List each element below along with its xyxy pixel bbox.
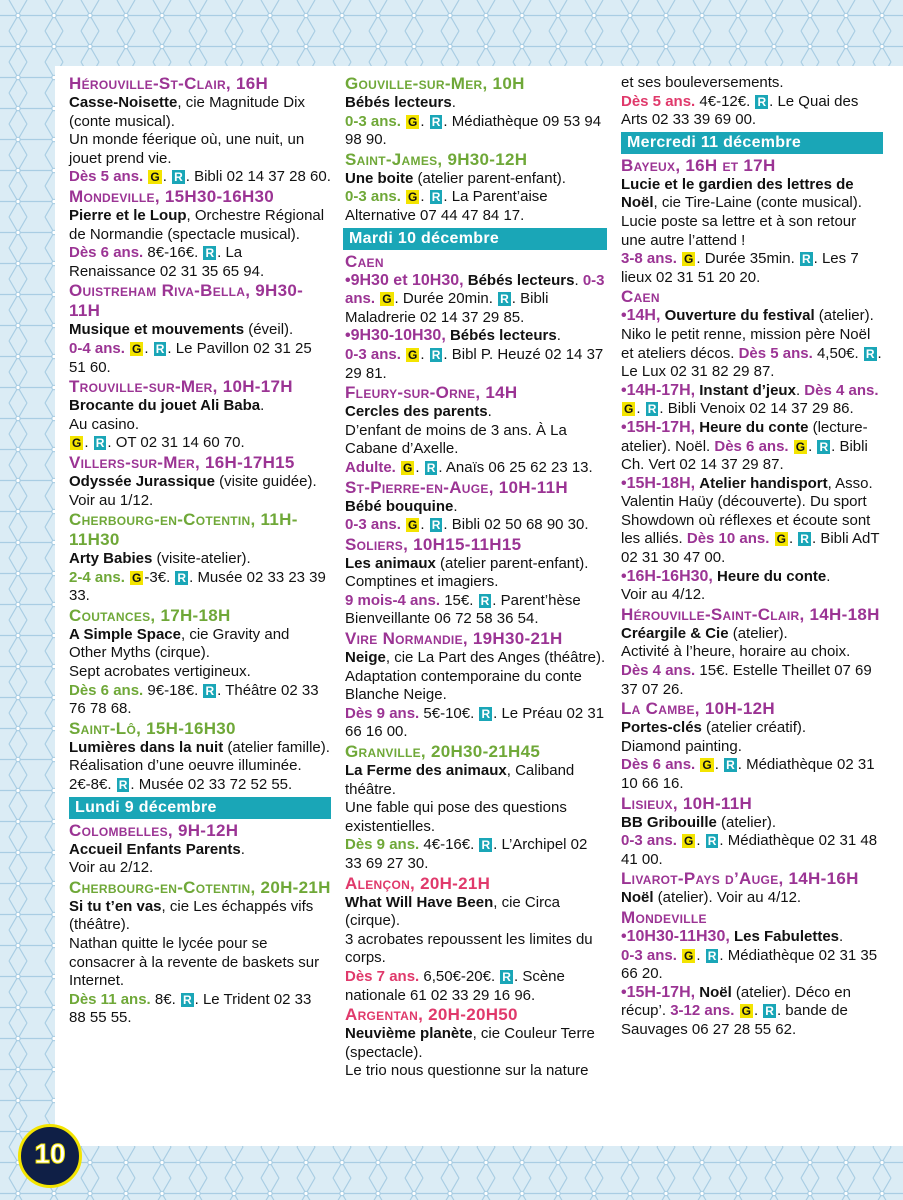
event-price: 4€-16€. bbox=[423, 836, 475, 854]
event-coutances: Coutances, 17H-18H A Simple Space, cie Gravity and Other Myths (cirque). Sept acrobates vertigineux. Dès 6 ans. 9€-18€. R . Théâtre 02 33 76 78 68. bbox=[69, 606, 331, 719]
g-badge: G bbox=[132, 341, 142, 356]
event-age: 2-4 ans. bbox=[69, 568, 125, 586]
event-desc: (atelier famille). bbox=[223, 738, 330, 756]
event-alencon: Alençon, 20H-21H What Will Have Been, cie Circa (cirque). 3 acrobates repoussent les limites du corps. Dès 7 ans. 6,50€-20€. R . Scène nationale 61 02 33 29 16 96. bbox=[345, 874, 607, 1006]
event-desc: . bbox=[260, 397, 265, 415]
event-city: Mondeville bbox=[621, 907, 707, 927]
event-title: Portes-clés bbox=[621, 719, 702, 737]
event-fleury: Fleury-sur-Orne, 14H Cercles des parents. D’enfant de moins de 3 ans. À La Cabane d’Axelle. Adulte. G . R . Anaïs 06 25 62 23 13. bbox=[345, 383, 607, 477]
event-age: Dès 5 ans. bbox=[738, 344, 813, 362]
event-city: Hérouville-Saint-Clair, 14H-18H bbox=[621, 604, 880, 624]
event-text: et ses bouleversements. bbox=[621, 74, 784, 91]
event-age: 0-3 ans. bbox=[345, 271, 605, 308]
event-desc: , Asso. Valentin Haüy (découverte). bbox=[621, 474, 873, 511]
event-age: 9 mois-4 ans. bbox=[345, 591, 441, 609]
event-title: Pierre et le Loup bbox=[69, 206, 187, 224]
session-time: •15H-17H, bbox=[621, 418, 696, 436]
event-title: Heure du conte bbox=[699, 418, 809, 436]
g-badge: G bbox=[382, 292, 392, 307]
event-title: Les Fabulettes bbox=[733, 927, 839, 945]
event-desc: (atelier). bbox=[716, 813, 777, 831]
event-city: Hérouville-St-Clair, 16H bbox=[69, 74, 269, 93]
event-desc: , cie Couleur Terre (spectacle). bbox=[345, 1025, 595, 1061]
event-text: Un monde féerique où, une nuit, un jouet prend vie. bbox=[69, 131, 305, 167]
g-badge: G bbox=[684, 948, 694, 963]
event-city: Ouistreham Riva-Bella, 9H30-11H bbox=[69, 281, 304, 321]
event-age: 3-12 ans. bbox=[670, 1002, 735, 1020]
event-city: La Cambe, 10H-12H bbox=[621, 699, 775, 719]
event-caen: Caen •9H30 et 10H30, Bébés lecteurs. 0-3 ans. G . Durée 20min. R . Bibli Maladrerie 02 14 37 29 85. •9H30-10H30, Bébés lecteurs. 0-3 ans. G . R . Bibl P. Heuzé 02 14 37 29 81. bbox=[345, 252, 607, 384]
event-title: Heure du conte bbox=[717, 567, 827, 585]
event-desc: (atelier créatif). bbox=[701, 719, 807, 737]
event-info: Médiathèque 09 53 94 98 90. bbox=[345, 112, 602, 149]
r-badge: R bbox=[726, 758, 735, 773]
event-text: Lucie poste sa lettre et à son retour une autre l’attend ! bbox=[621, 212, 857, 249]
event-info: Bibli Ch. Vert 02 14 37 29 87. bbox=[621, 437, 868, 474]
session-time: •9H30-10H30, bbox=[345, 327, 446, 345]
event-text: Du sport Showdown où réflexes et écoute sont les alliés. bbox=[621, 493, 871, 548]
g-badge: G bbox=[150, 170, 160, 185]
event-caen-mercredi: Caen •14H, Ouverture du festival (atelier). Niko le petit renne, mission père Noël et ateliers décos. Dès 5 ans. 4,50€. R . Le Lux 02 31 82 29 87. •14H-17H, Instant d’jeux. Dès 4 ans. G . R . Bibli Venoix 02 14 37 29 86. •15H-17H, Heure du conte (lecture-atelier). Noël. Dès 6 ans. G . R . Bibli Ch. Vert 02 14 37 29 87. •15H-18H, Atelier handisport, Asso. Valentin Haüy (découverte). Du sport Showdown où réflexes et écoute sont les alliés. Dès 10 ans. G . R . Bibli AdT 02 31 30 47 00. •16H-16H30, Heure du conte. Voir au 4/12. bbox=[621, 287, 882, 604]
event-desc: , cie La Part des Anges (théâtre). bbox=[385, 649, 606, 667]
event-text: Durée 35min. bbox=[704, 250, 795, 268]
session-time: •15H-18H, bbox=[621, 474, 696, 492]
event-title: La Ferme des animaux bbox=[345, 762, 507, 780]
event-info: Estelle Theillet 07 69 37 07 26. bbox=[621, 662, 872, 698]
event-desc: (atelier). Voir au 4/12. bbox=[653, 889, 802, 907]
r-badge: R bbox=[757, 94, 767, 109]
event-cherbourg-2: Cherbourg-en-Cotentin, 20H-21H Si tu t’en vas, cie Les échappés vifs (théâtre). Nathan quitte le lycée pour se consacrer à la revente de baskets sur Internet. Dès 11 ans. 8€. R . Le Trident 02 33 88 55 55. bbox=[69, 877, 331, 1027]
event-desc: . bbox=[453, 497, 458, 515]
event-title: Odyssée Jurassique bbox=[69, 472, 215, 490]
event-city: Caen bbox=[345, 251, 384, 271]
event-price: 8€. bbox=[154, 990, 176, 1008]
r-badge: R bbox=[431, 114, 441, 129]
event-desc: . bbox=[839, 927, 844, 945]
r-badge: R bbox=[155, 341, 165, 356]
event-info: Le Lux 02 31 82 29 87. bbox=[621, 363, 775, 381]
day-header-mardi: Mardi 10 décembre bbox=[343, 228, 607, 250]
session-time: •14H, bbox=[621, 307, 661, 325]
event-city: Saint-James, 9H30-12H bbox=[345, 149, 528, 169]
r-badge: R bbox=[95, 436, 105, 451]
event-text: Activité à l’heure, horaire au choix. bbox=[621, 643, 851, 661]
event-title: Créargile & Cie bbox=[621, 624, 729, 642]
event-desc: (lecture-atelier). Noël. bbox=[621, 418, 868, 455]
event-text: Réalisation d’une oeuvre illuminée. bbox=[69, 757, 302, 775]
event-title: BB Gribouille bbox=[621, 813, 717, 831]
session-time: •16H-16H30, bbox=[621, 567, 713, 585]
event-desc: . bbox=[240, 840, 245, 858]
event-text: Comptines et imagiers. bbox=[345, 573, 499, 591]
event-ouistreham: Ouistreham Riva-Bella, 9H30-11H Musique et mouvements (éveil). 0-4 ans. G . R . Le Pavillon 02 31 25 51 60. bbox=[69, 281, 331, 377]
event-city: Colombelles, 9H-12H bbox=[69, 820, 239, 840]
event-text: Durée 20min. bbox=[402, 290, 493, 308]
event-info: Médiathèque 02 31 35 66 20. bbox=[621, 946, 878, 983]
g-badge: G bbox=[408, 190, 418, 205]
event-desc: . bbox=[487, 403, 492, 421]
event-mondeville: Mondeville, 15H30-16H30 Pierre et le Loup, Orchestre Régional de Normandie (spectacle musical). Dès 6 ans. 8€-16€. R . La Renaissance 02 31 35 65 94. bbox=[69, 187, 331, 281]
event-age: Adulte. bbox=[345, 458, 396, 476]
event-desc: (éveil). bbox=[244, 321, 294, 339]
event-title: Atelier handisport bbox=[699, 474, 828, 492]
event-info: Bibli Venoix 02 14 37 29 86. bbox=[667, 400, 854, 418]
r-badge: R bbox=[174, 170, 183, 185]
event-desc: , cie Tire-Laine (conte musical). bbox=[653, 194, 862, 212]
event-title: Lucie et le gardien des lettres de Noël bbox=[621, 175, 854, 212]
event-price: 5€-10€. bbox=[423, 704, 475, 722]
session-time: •15H-17H, bbox=[621, 983, 696, 1001]
event-info: Anaïs 06 25 62 23 13. bbox=[445, 458, 593, 476]
event-age: Dès 4 ans. bbox=[621, 662, 696, 680]
g-badge: G bbox=[741, 1004, 751, 1019]
event-city: Villers-sur-Mer, 16H-17H15 bbox=[69, 452, 295, 472]
event-city: Trouville-sur-Mer, 10H-17H bbox=[69, 377, 293, 397]
event-info: La Renaissance 02 31 35 65 94. bbox=[69, 244, 265, 280]
event-price: 4€-12€. bbox=[699, 92, 751, 110]
r-badge: R bbox=[500, 292, 509, 307]
event-soliers: Soliers, 10H15-11H15 Les animaux (atelier parent-enfant). Comptines et imagiers. 9 mois-4 ans. 15€. R . Parent’hèse Bienveillante 06 72 58 36 54. bbox=[345, 535, 607, 629]
event-price: 15€. bbox=[444, 591, 474, 609]
event-city: Alençon, 20H-21H bbox=[345, 873, 491, 893]
event-title: Si tu t’en vas bbox=[69, 897, 162, 915]
event-title: Ouverture du festival bbox=[664, 307, 815, 325]
event-age: Dès 6 ans. bbox=[69, 681, 144, 699]
event-city: Caen bbox=[621, 287, 660, 307]
g-badge: G bbox=[72, 436, 82, 451]
event-desc: . bbox=[826, 567, 831, 585]
r-badge: R bbox=[182, 992, 192, 1007]
event-city: Granville, 20H30-21H45 bbox=[345, 742, 541, 762]
event-info: Bibli 02 50 68 90 30. bbox=[451, 516, 589, 534]
event-age: 0-3 ans. bbox=[345, 345, 401, 363]
event-info: Théâtre 02 33 76 78 68. bbox=[69, 681, 319, 718]
event-city: St-Pierre-en-Auge, 10H-11H bbox=[345, 477, 568, 497]
event-title: Lumières dans la nuit bbox=[69, 738, 224, 756]
event-desc: (visite guidée). Voir au 1/12. bbox=[69, 472, 317, 509]
session-time: •9H30 et 10H30, bbox=[345, 271, 464, 289]
day-header-lundi: Lundi 9 décembre bbox=[69, 797, 331, 819]
event-info: L’Archipel 02 33 69 27 30. bbox=[345, 836, 588, 872]
event-colombelles bbox=[69, 821, 331, 878]
event-desc: (atelier parent-enfant). bbox=[413, 169, 566, 187]
r-badge: R bbox=[800, 532, 809, 547]
event-age: Dès 9 ans. bbox=[345, 836, 420, 854]
event-age: 0-3 ans. bbox=[621, 946, 677, 964]
event-info: Bibli AdT 02 31 30 47 00. bbox=[621, 530, 880, 567]
event-city: Saint-Lô, 15H-16H30 bbox=[69, 718, 236, 738]
event-desc: , cie Gravity and Other Myths (cirque). bbox=[69, 625, 290, 662]
event-title: Musique et mouvements bbox=[69, 321, 245, 339]
event-info: Parent’hèse Bienveillante 06 72 58 36 54. bbox=[345, 591, 581, 628]
event-argentan bbox=[345, 1005, 607, 1081]
event-city: Livarot-Pays d’Auge, 14H-16H bbox=[621, 869, 859, 889]
event-age: 0-3 ans. bbox=[345, 112, 401, 130]
event-saint-lo: Saint-Lô, 15H-16H30 Lumières dans la nuit (atelier famille). Réalisation d’une oeuvre illuminée. 2€-8€. R . Musée 02 33 72 52 55. bbox=[69, 718, 330, 794]
event-desc: , Caliband théâtre. bbox=[345, 762, 575, 798]
event-title: Accueil Enfants Parents bbox=[69, 840, 241, 858]
r-badge: R bbox=[431, 518, 441, 533]
r-badge: R bbox=[426, 460, 436, 475]
event-argentan-continued: et ses bouleversements. Dès 5 ans. 4€-12€. R . Le Quai des Arts 02 33 39 69 00. bbox=[621, 74, 883, 130]
event-info: OT 02 31 14 60 70. bbox=[115, 434, 245, 452]
page-number-badge bbox=[18, 1124, 82, 1188]
event-desc: . bbox=[795, 381, 801, 399]
event-title: Neige bbox=[345, 649, 386, 667]
event-title: Bébés lecteurs bbox=[449, 327, 557, 345]
day-header-mercredi: Mercredi 11 décembre bbox=[621, 132, 883, 154]
event-text: Adaptation contemporaine du conte Blanche Neige. bbox=[345, 667, 582, 704]
event-desc: . bbox=[451, 94, 456, 111]
event-age: Dès 11 ans. bbox=[69, 990, 151, 1008]
event-title: Instant d’jeux bbox=[699, 381, 796, 399]
event-info: bande de Sauvages 06 27 28 55 62. bbox=[621, 1002, 848, 1038]
event-text: Voir au 4/12. bbox=[621, 586, 706, 604]
g-badge: G bbox=[403, 460, 413, 475]
event-price: 8€-16€. bbox=[147, 244, 199, 262]
r-badge: R bbox=[118, 778, 128, 793]
event-city: Mondeville, 15H30-16H30 bbox=[69, 186, 275, 206]
r-badge: R bbox=[707, 948, 717, 963]
g-badge: G bbox=[776, 532, 786, 547]
event-title: Neuvième planète bbox=[345, 1025, 473, 1043]
event-price: 4,50€. bbox=[816, 344, 859, 362]
g-badge: G bbox=[684, 834, 694, 849]
event-age: 0-3 ans. bbox=[621, 832, 677, 850]
event-info: Bibl P. Heuzé 02 14 37 29 81. bbox=[345, 345, 604, 382]
event-gouville: Gouville-sur-Mer, 10H Bébés lecteurs. 0-3 ans. G . R . Médiathèque 09 53 94 98 90. bbox=[345, 74, 607, 150]
g-badge: G bbox=[795, 439, 806, 454]
r-badge: R bbox=[205, 683, 215, 698]
event-title: What Will Have Been bbox=[345, 893, 494, 911]
event-info: Médiathèque 02 31 10 66 16. bbox=[621, 756, 875, 792]
r-badge: R bbox=[480, 593, 490, 608]
event-age: Dès 4 ans. bbox=[804, 381, 879, 399]
column-1 bbox=[69, 74, 331, 1028]
r-badge: R bbox=[205, 246, 215, 261]
event-title: Bébés lecteurs bbox=[467, 271, 575, 289]
event-info: Le Trident 02 33 88 55 55. bbox=[69, 990, 312, 1027]
event-price: 2€-8€. bbox=[69, 776, 112, 794]
event-desc: , cie Circa (cirque). bbox=[345, 893, 560, 930]
r-badge: R bbox=[819, 439, 829, 454]
event-title: Bébés lecteurs bbox=[345, 94, 452, 111]
g-badge: G bbox=[684, 252, 694, 267]
event-city: Vire Normandie, 19H30-21H bbox=[345, 629, 563, 649]
page-content bbox=[55, 66, 903, 1146]
event-info: Médiathèque 02 31 48 41 00. bbox=[621, 832, 878, 868]
event-title: Une boite bbox=[345, 169, 414, 187]
r-badge: R bbox=[177, 570, 187, 585]
event-title: Casse-Noisette bbox=[69, 94, 178, 111]
event-text: Diamond painting. bbox=[621, 737, 742, 755]
event-text: Nathan quitte le lycée pour se consacrer à la revente de baskets sur Internet. bbox=[69, 935, 320, 990]
r-badge: R bbox=[765, 1004, 774, 1019]
r-badge: R bbox=[707, 834, 717, 849]
session-time: •10H30-11H30, bbox=[621, 927, 730, 945]
event-age: Dès 6 ans. bbox=[621, 756, 696, 774]
event-text: Le trio nous questionne sur la nature bbox=[345, 1062, 589, 1080]
column-2 bbox=[345, 74, 607, 1081]
event-trouville: Trouville-sur-Mer, 10H-17H Brocante du jouet Ali Baba. Au casino. G . R . OT 02 31 14 60 70. bbox=[69, 377, 331, 453]
event-age: Dès 6 ans. bbox=[69, 244, 144, 262]
event-text: 3 acrobates repoussent les limites du corps. bbox=[345, 930, 593, 967]
event-desc: (visite-atelier). bbox=[152, 550, 251, 568]
event-info: Musée 02 33 23 39 33. bbox=[69, 568, 326, 605]
event-info: Le Pavillon 02 31 25 51 60. bbox=[69, 339, 312, 376]
event-age: Dès 10 ans. bbox=[686, 530, 770, 548]
event-info: La Parent’aise Alternative 07 44 47 84 17. bbox=[345, 188, 548, 224]
event-city: Coutances, 17H-18H bbox=[69, 605, 231, 625]
event-la-cambe: La Cambe, 10H-12H Portes-clés (atelier créatif). Diamond painting. Dès 6 ans. G . R . Médiathèque 02 31 10 66 16. bbox=[621, 699, 883, 793]
event-city: Cherbourg-en-Cotentin, 11H-11H30 bbox=[69, 510, 298, 550]
event-title: Noël bbox=[621, 889, 654, 907]
event-city: Bayeux, 16H et 17H bbox=[621, 155, 776, 175]
event-age: Dès 5 ans. bbox=[69, 168, 144, 186]
event-price: 6,50€-20€. bbox=[423, 967, 496, 985]
event-price: -3€. bbox=[144, 568, 171, 586]
event-saint-james: Saint-James, 9H30-12H Une boite (atelier parent-enfant). 0-3 ans. G . R . La Parent’aise Alternative 07 44 47 84 17. bbox=[345, 150, 607, 226]
event-title: Cercles des parents bbox=[345, 403, 488, 421]
event-desc: (atelier parent-enfant). bbox=[435, 554, 589, 572]
page-number: 10 bbox=[34, 1138, 66, 1169]
event-livarot bbox=[621, 869, 883, 908]
event-desc: , cie Magnitude Dix (conte musical). bbox=[69, 94, 305, 130]
event-title: Brocante du jouet Ali Baba bbox=[69, 397, 261, 415]
r-badge: R bbox=[502, 969, 511, 984]
event-info: Bibli 02 14 37 28 60. bbox=[194, 168, 331, 186]
event-herouville: Hérouville-St-Clair, 16H Casse-Noisette, cie Magnitude Dix (conte musical). Un monde féerique où, une nuit, un jouet prend vie. Dès 5 ans. G . R . Bibli 02 14 37 28 60. bbox=[69, 74, 331, 186]
r-badge: R bbox=[801, 252, 811, 267]
event-age: 0-3 ans. bbox=[345, 516, 401, 534]
event-st-pierre: St-Pierre-en-Auge, 10H-11H Bébé bouquine. 0-3 ans. G . R . Bibli 02 50 68 90 30. bbox=[345, 478, 607, 535]
event-cherbourg-1: Cherbourg-en-Cotentin, 11H-11H30 Arty Babies (visite-atelier). 2-4 ans. G -3€. R . Musée 02 33 23 39 33. bbox=[69, 510, 331, 606]
event-age: Dès 9 ans. bbox=[345, 704, 420, 722]
event-city: Soliers, 10H15-11H15 bbox=[345, 534, 522, 554]
event-villers bbox=[69, 453, 331, 510]
event-city: Cherbourg-en-Cotentin, 20H-21H bbox=[69, 877, 331, 897]
event-text: D’enfant de moins de 3 ans. À La Cabane d’Axelle. bbox=[345, 421, 567, 458]
event-text: Sept acrobates vertigineux. bbox=[69, 663, 251, 681]
event-mondeville-mercredi: Mondeville •10H30-11H30, Les Fabulettes. 0-3 ans. G . R . Médiathèque 02 31 35 66 20. •15H-17H, Noël (atelier). Déco en récup’. 3-12 ans. G . R . bande de Sauvages 06 27 28 55 62. bbox=[621, 908, 883, 1040]
event-text: Au casino. bbox=[69, 415, 140, 433]
g-badge: G bbox=[408, 114, 418, 129]
g-badge: G bbox=[408, 347, 418, 362]
g-badge: G bbox=[132, 570, 142, 585]
event-title: Arty Babies bbox=[69, 550, 153, 568]
event-age: Dès 5 ans. bbox=[621, 92, 696, 110]
event-age: 0-4 ans. bbox=[69, 339, 125, 357]
event-title: Bébé bouquine bbox=[345, 497, 454, 515]
event-city: Gouville-sur-Mer, 10H bbox=[345, 74, 525, 93]
r-badge: R bbox=[865, 346, 875, 361]
session-time: •14H-17H, bbox=[621, 381, 696, 399]
event-info: Le Quai des Arts 02 33 39 69 00. bbox=[621, 92, 859, 129]
event-info: Le Préau 02 31 66 16 00. bbox=[345, 704, 605, 741]
event-text: Une fable qui pose des questions existentielles. bbox=[345, 799, 567, 835]
event-age: Dès 7 ans. bbox=[345, 967, 420, 985]
r-badge: R bbox=[647, 402, 657, 417]
event-age: Dès 6 ans. bbox=[714, 437, 789, 455]
event-desc: (atelier). bbox=[728, 624, 788, 642]
g-badge: G bbox=[624, 402, 634, 417]
event-granville: Granville, 20H30-21H45 La Ferme des animaux, Caliband théâtre. Une fable qui pose des questions existentielles. Dès 9 ans. 4€-16€. R . L’Archipel 02 33 69 27 30. bbox=[345, 742, 607, 874]
event-title: Noël bbox=[699, 983, 732, 1001]
event-herouville-mercredi bbox=[621, 605, 883, 699]
event-info: Scène nationale 61 02 33 29 16 96. bbox=[345, 967, 565, 1004]
r-badge: R bbox=[431, 347, 441, 362]
event-info: Bibli Maladrerie 02 14 37 29 85. bbox=[345, 290, 549, 326]
column-3 bbox=[621, 74, 883, 1040]
event-age: 3-8 ans. bbox=[621, 250, 677, 268]
event-vire: Vire Normandie, 19H30-21H Neige, cie La Part des Anges (théâtre). Adaptation contemporaine du conte Blanche Neige. Dès 9 ans. 5€-10€. R . Le Préau 02 31 66 16 00. bbox=[345, 629, 606, 741]
r-badge: R bbox=[481, 838, 491, 853]
event-bayeux: Bayeux, 16H et 17H Lucie et le gardien des lettres de Noël, cie Tire-Laine (conte musical). Lucie poste sa lettre et à son retour une autre l’attend ! 3-8 ans. G . Durée 35min. R . Les 7 lieux 02 31 51 20 20. bbox=[621, 156, 883, 288]
event-desc: (atelier). Niko le petit renne, mission père Noël et ateliers décos. bbox=[621, 307, 874, 362]
event-title: A Simple Space bbox=[69, 625, 181, 643]
event-city: Argentan, 20H-20H50 bbox=[345, 1005, 518, 1025]
event-text: Voir au 2/12. bbox=[69, 859, 154, 877]
event-info: Les 7 lieux 02 31 51 20 20. bbox=[621, 250, 859, 286]
r-badge: R bbox=[481, 706, 491, 721]
event-age: 0-3 ans. bbox=[345, 188, 401, 206]
event-city: Fleury-sur-Orne, 14H bbox=[345, 383, 518, 403]
r-badge: R bbox=[431, 190, 441, 205]
event-title: Les animaux bbox=[345, 554, 436, 572]
g-badge: G bbox=[408, 518, 418, 533]
event-desc: (atelier). Déco en récup’. bbox=[621, 983, 851, 1020]
event-city: Lisieux, 10H-11H bbox=[621, 793, 753, 813]
event-price: 15€. bbox=[699, 662, 729, 680]
event-price: 9€-18€. bbox=[147, 681, 199, 699]
event-info: Musée 02 33 72 52 55. bbox=[138, 776, 293, 794]
event-lisieux: Lisieux, 10H-11H BB Gribouille (atelier). 0-3 ans. G . R . Médiathèque 02 31 48 41 00. bbox=[621, 794, 883, 870]
event-desc: , cie Les échappés vifs (théâtre). bbox=[69, 897, 314, 934]
event-desc: , Orchestre Régional de Normandie (spectacle musical). bbox=[69, 206, 325, 243]
g-badge: G bbox=[702, 758, 712, 773]
